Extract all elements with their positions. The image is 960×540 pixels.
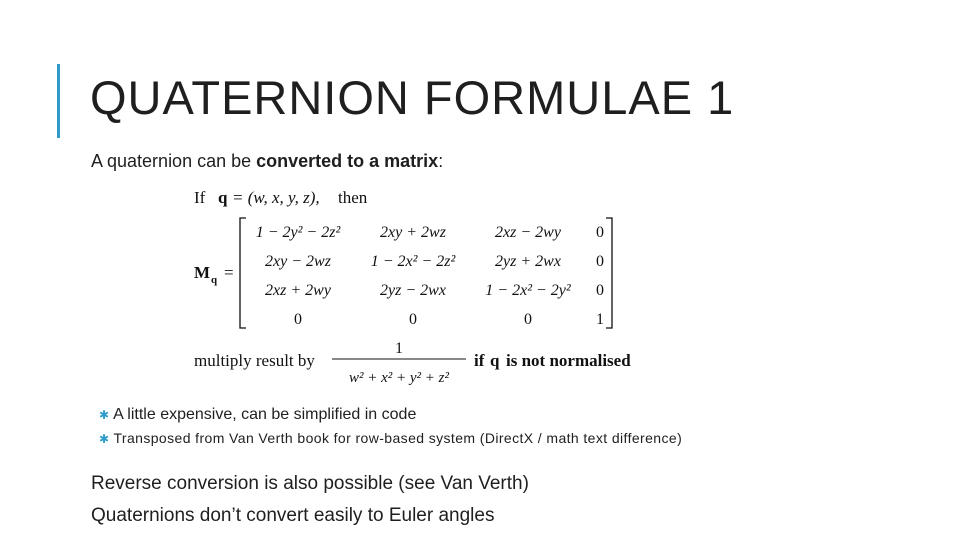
matrix-cell: 2yz + 2wx [495,253,561,270]
quaternion-matrix-formula [192,186,642,386]
matrix-cell: 2xy − 2wz [265,253,331,270]
fraction-numerator: 1 [395,340,403,357]
matrix-cell: 2xy + 2wz [380,224,446,241]
matrix-cell: 0 [596,253,604,270]
condition-if: if [474,351,485,370]
formula-q: q [218,188,228,207]
intro-bold: converted to a matrix [256,151,439,171]
paragraph-reverse-conversion: Reverse conversion is also possible (see Van Verth) [91,473,529,494]
intro-prefix: A quaternion can be [91,151,257,171]
matrix-cell: 1 − 2x² − 2z² [370,253,456,270]
matrix-cell: 2yz − 2wx [380,282,446,299]
slide-title: QUATERNION FORMULAE 1 [90,71,735,124]
matrix-cell: 0 [596,224,604,241]
formula-then: then [338,188,368,207]
matrix-cell: 0 [524,311,532,328]
intro-suffix: : [438,151,444,171]
intro-text [91,150,443,172]
matrix-equals: = [224,263,234,282]
matrix-lhs: M [194,263,211,282]
condition-rest: is not normalised [506,351,631,370]
matrix-cell: 0 [596,282,604,299]
matrix-cell: 2xz − 2wy [495,224,561,241]
bullet-text: Transposed from Van Verth book for row-based system (DirectX / math text difference) [113,430,683,446]
paragraph-euler-angles: Quaternions don’t convert easily to Euler angles [91,505,495,526]
asterisk-bullet-icon: ✱ [99,408,110,422]
bullet-item [99,406,416,424]
bullet-item [99,430,682,446]
asterisk-bullet-icon: ✱ [99,432,110,446]
bullet-text: A little expensive, can be simplified in code [113,406,417,423]
title-accent-bar [57,64,60,138]
matrix-left-bracket [240,218,246,328]
matrix-cell: 1 [596,311,604,328]
matrix-cell: 0 [409,311,417,328]
fraction-denominator: w² + x² + y² + z² [348,370,450,386]
matrix-right-bracket [606,218,612,328]
matrix-cell: 0 [294,311,302,328]
condition-q: q [490,351,500,370]
matrix-cell: 1 − 2x² − 2y² [485,282,571,299]
matrix-lhs-subscript: q [211,274,218,286]
formula-if: If [194,188,206,207]
matrix-cell: 1 − 2y² − 2z² [255,224,341,241]
multiply-text: multiply result by [194,351,315,370]
matrix-cell: 2xz + 2wy [265,282,331,299]
formula-tuple: = (w, x, y, z), [232,188,320,207]
